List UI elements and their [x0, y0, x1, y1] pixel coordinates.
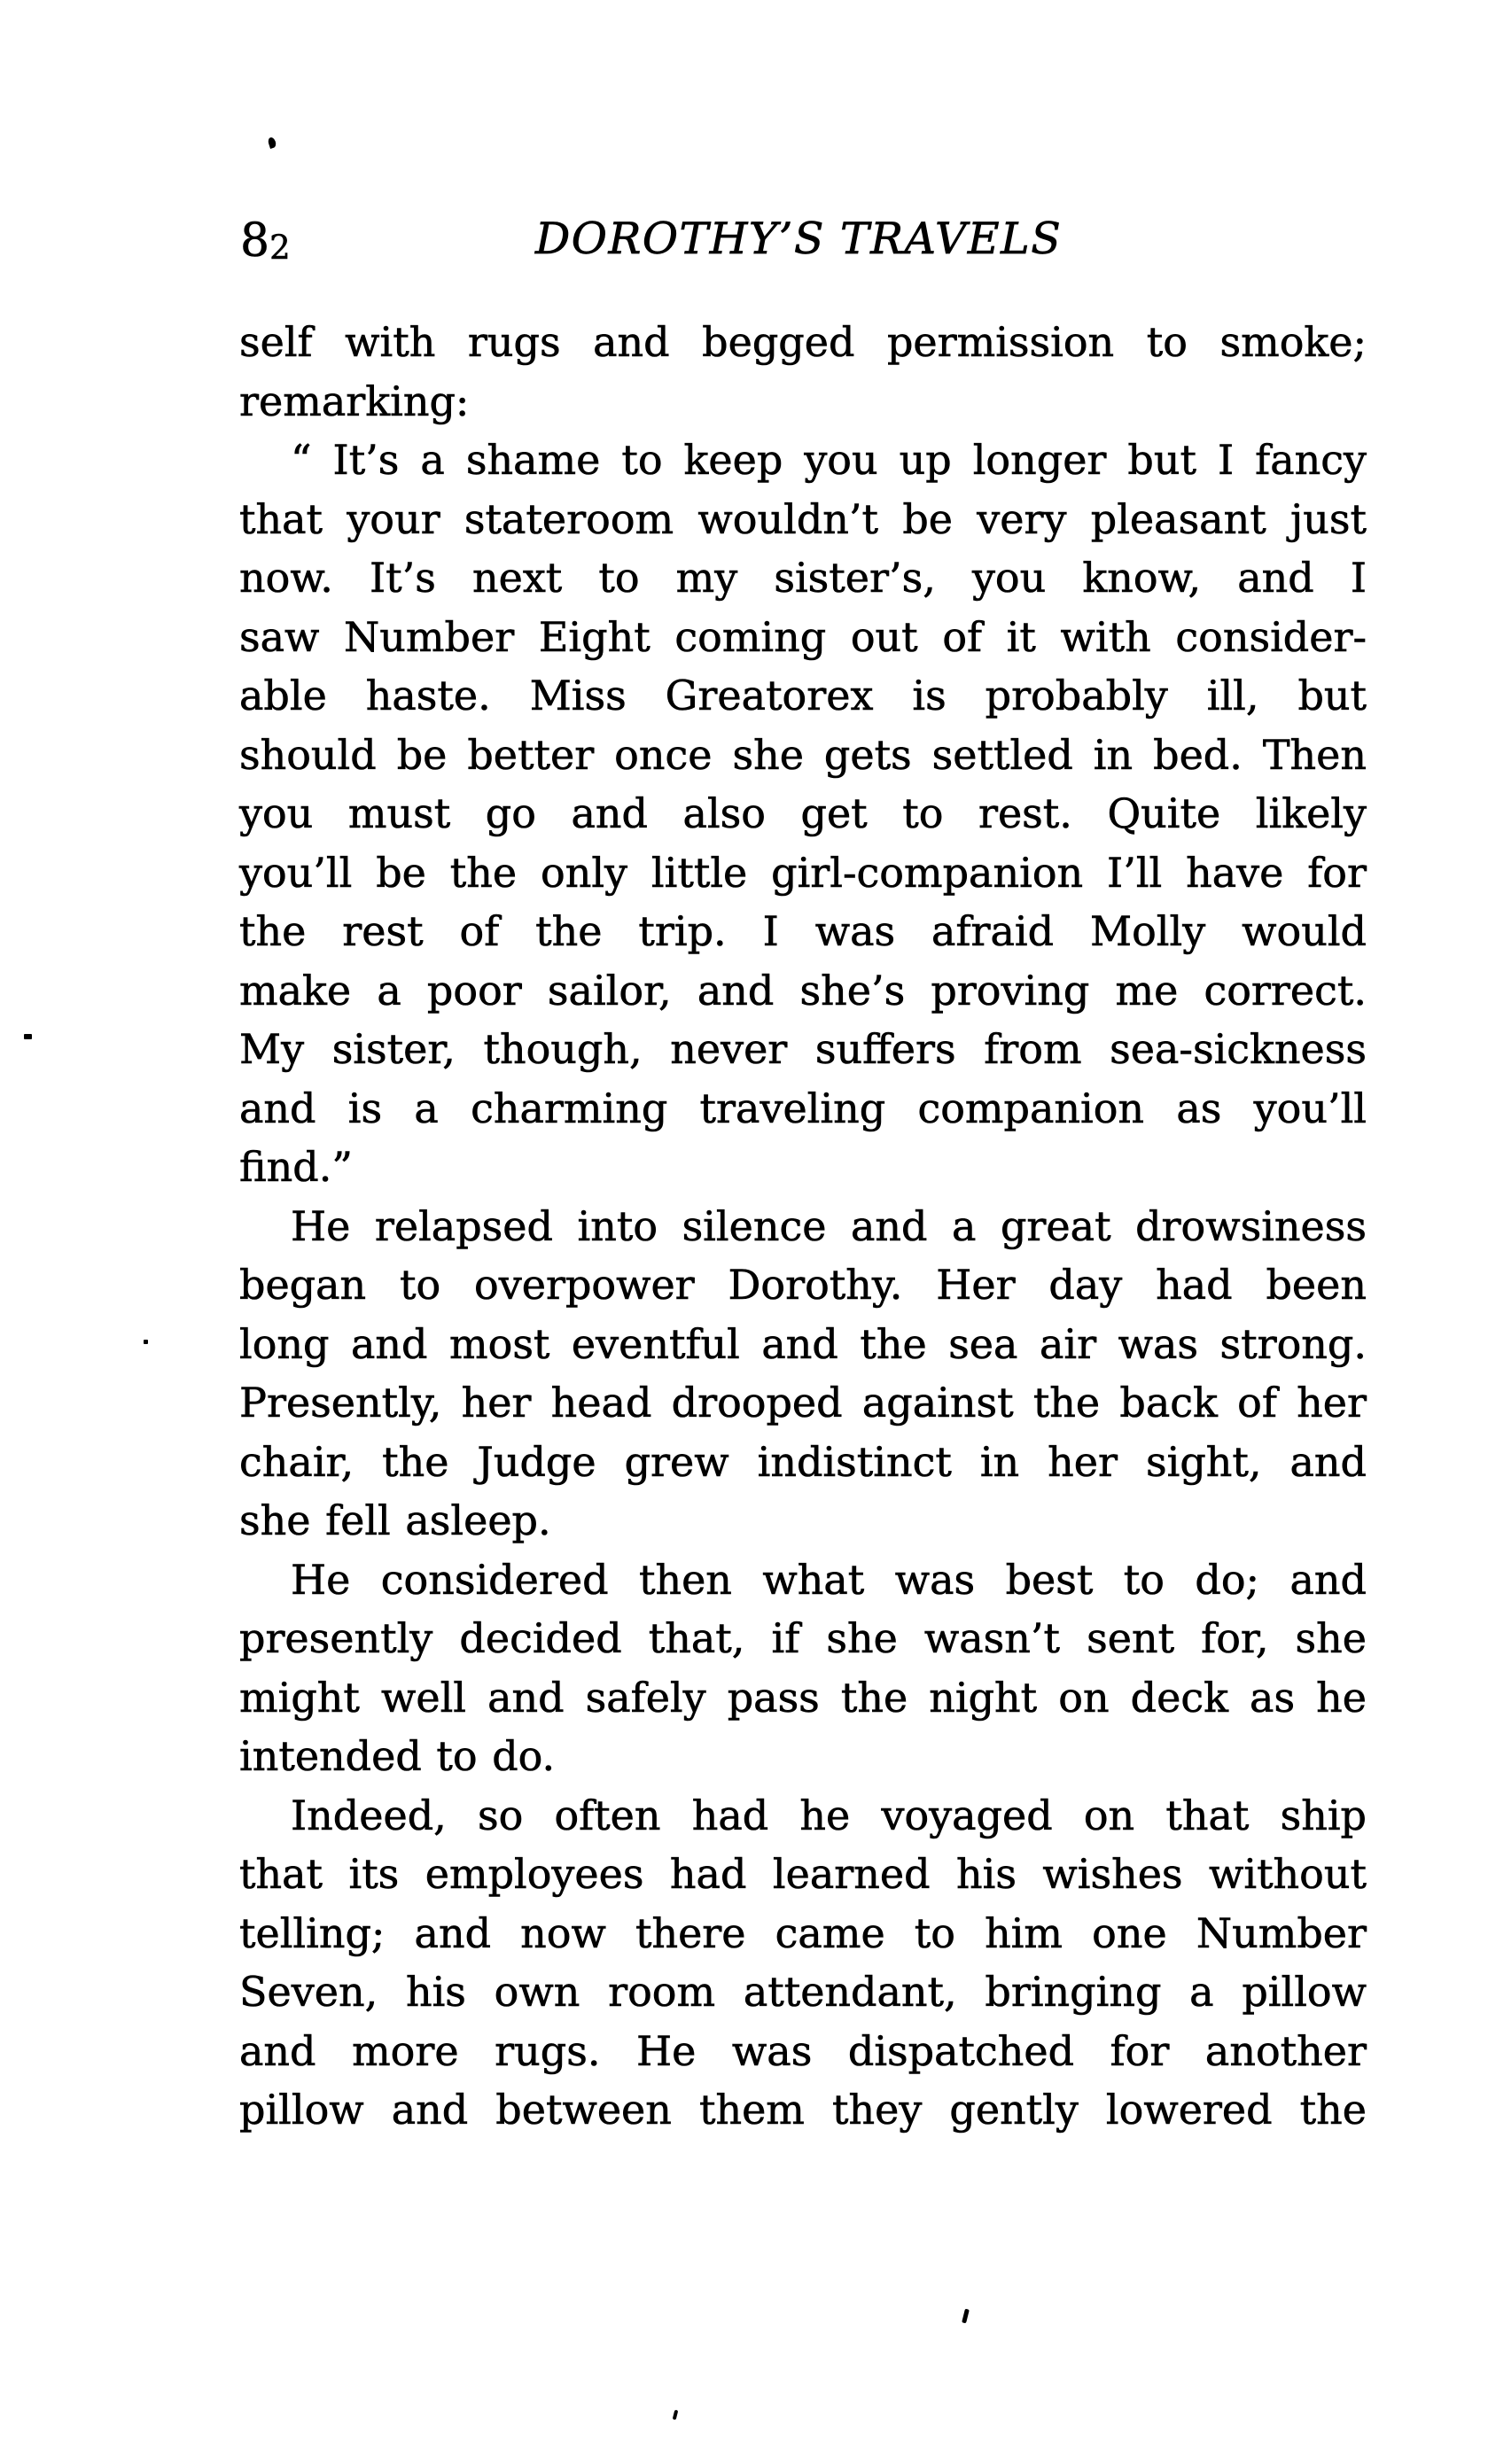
text-line: He considered then what was best to do; and — [291, 1555, 1367, 1604]
ink-speck — [962, 2309, 970, 2324]
text-line: chair, the Judge grew indistinct in her sight, and — [239, 1437, 1367, 1486]
text-line: self with rugs and begged permission to smoke; — [239, 318, 1367, 366]
text-line: you’ll be the only little girl-companion I’ll have for — [239, 848, 1367, 897]
ink-speck — [673, 2410, 679, 2421]
body-text — [239, 313, 1367, 2140]
ink-speck — [267, 136, 277, 149]
text-line: saw Number Eight coming out of it with consider- — [239, 612, 1367, 661]
text-line: and is a charming traveling companion as you’ll — [239, 1084, 1367, 1132]
text-line: remarking: — [239, 377, 470, 425]
page-number — [240, 214, 291, 268]
text-line: pillow and between them they gently lowered the — [239, 2086, 1367, 2134]
text-line: long and most eventful and the sea air was strong. — [239, 1319, 1367, 1368]
text-line: Seven, his own room attendant, bringing a pillow — [239, 1968, 1367, 2016]
text-line: might well and safely pass the night on deck as he — [239, 1673, 1367, 1722]
text-line: Presently, her head drooped against the back of her — [239, 1379, 1367, 1426]
text-line: that its employees had learned his wishes without — [239, 1850, 1367, 1898]
text-line: He relapsed into silence and a great drowsiness — [291, 1201, 1367, 1250]
text-line: she fell asleep. — [239, 1496, 551, 1544]
page-number-digit-small: 2 — [269, 229, 291, 267]
text-line: Indeed, so often had he voyaged on that ship — [291, 1791, 1367, 1839]
text-line: intended to do. — [239, 1732, 556, 1780]
text-line: find.” — [239, 1143, 353, 1191]
running-title: DOROTHY’S TRAVELS — [535, 214, 1063, 264]
ink-speck — [144, 1340, 148, 1344]
text-line: telling; and now there came to him one Number — [239, 1908, 1367, 1957]
text-line: “ It’s a shame to keep you up longer but I fancy — [291, 436, 1367, 484]
ink-speck — [24, 1034, 32, 1039]
text-line: now. It’s next to my sister’s, you know, and I — [239, 554, 1367, 602]
text-line: the rest of the trip. I was afraid Molly would — [239, 907, 1367, 955]
text-line: you must go and also get to rest. Quite likely — [239, 789, 1367, 837]
text-line: presently decided that, if she wasn’t sent for, she — [239, 1614, 1367, 1662]
text-line: should be better once she gets settled in bed. Then — [239, 730, 1367, 779]
text-line: began to overpower Dorothy. Her day had been — [239, 1261, 1367, 1309]
text-line: able haste. Miss Greatorex is probably ill, but — [239, 672, 1367, 719]
page-number-digit-large: 8 — [240, 214, 270, 268]
text-line: My sister, though, never suffers from sea-sickness — [239, 1025, 1367, 1073]
text-line: that your stateroom wouldn’t be very pleasant just — [239, 494, 1367, 543]
text-line: make a poor sailor, and she’s proving me correct. — [239, 966, 1367, 1014]
text-line: and more rugs. He was dispatched for another — [239, 2026, 1367, 2075]
